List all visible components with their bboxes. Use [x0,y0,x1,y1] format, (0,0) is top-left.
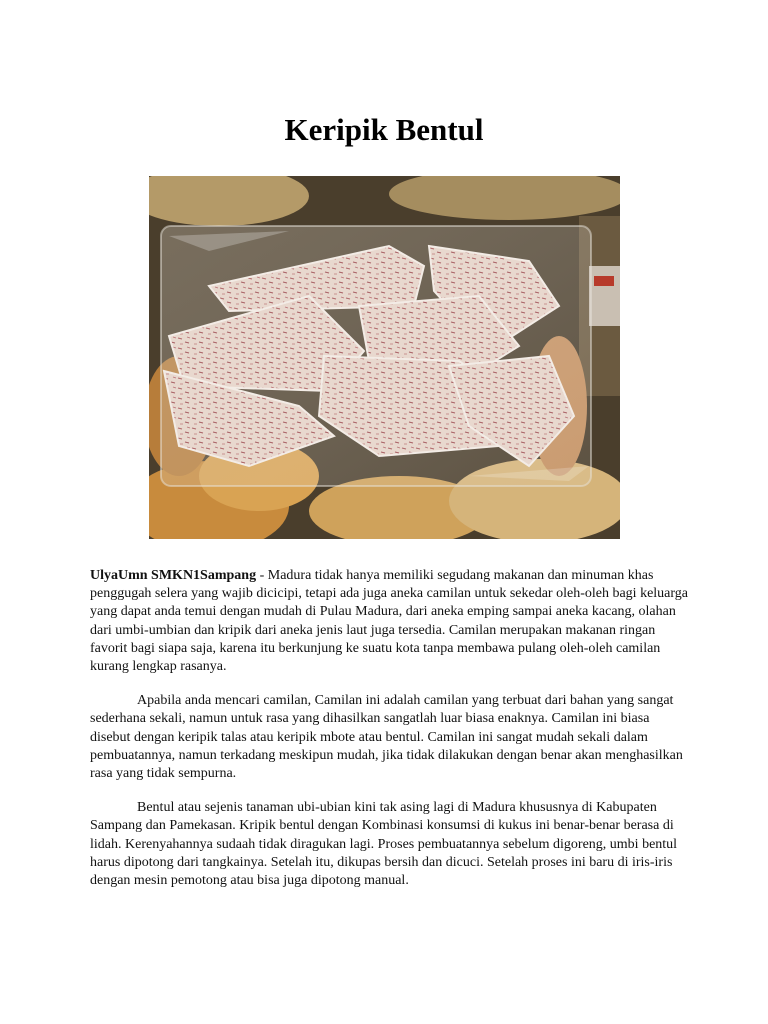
document-title: Keripik Bentul [284,112,484,147]
paragraph-1-text: - Madura tidak hanya memiliki segudang makanan dan minuman khas penggugah selera yang wajib dicicipi, tetapi ada juga aneka camilan untuk sekedar oleh-oleh bagi keluarga yang dapat anda temui dengan mudah di Pulau Madura, dari aneka emping sampai aneka kacang, olahan dari umbi-umbian dan kripik dari aneka jenis laut juga tersedia. Camilan merupakan makanan ringan favorit bagi siapa saja, karena itu berkunjung ke suatu kota tanpa membawa pulang oleh-oleh camilan kurang lengkap rasanya. [90,568,689,675]
paragraph-1 [90,567,690,676]
photo-illustration [149,176,620,539]
paragraph-3: Bentul atau sejenis tanaman ubi-ubian kini tak asing lagi di Madura khususnya di Kabupaten Sampang dan Pamekasan. Kripik bentul dengan Kombinasi konsumsi di kukus ini benar-benar berasa di lidah. Kerenyahannya sudaah tidak diragukan lagi. Proses pembuatannya sebelum digoreng, umbi bentul harus dipotong dari tangkainya. Setelah itu, dikupas bersih dan dicuci. Setelah proses ini baru di iris-iris dengan mesin pemotong atau bisa juga dipotong manual. [90,800,678,889]
paragraph-2: Apabila anda mencari camilan, Camilan ini adalah camilan yang terbuat dari bahan yang sangat sederhana sekali, namun untuk rasa yang dihasilkan sangatlah luar biasa enaknya. Camilan ini biasa disebut dengan keripik talas atau keripik mbote atau bentul. Camilan ini sangat mudah sekali dalam pembuatannya, namun terkadang meskipun mudah, jika tidak dilakukan dengan benar akan menghasilkan rasa yang tidak sempurna. [90,693,683,782]
article-body [90,567,690,906]
keripik-bentul-photo [149,176,620,539]
author-byline: UlyaUmn SMKN1Sampang [90,568,257,583]
